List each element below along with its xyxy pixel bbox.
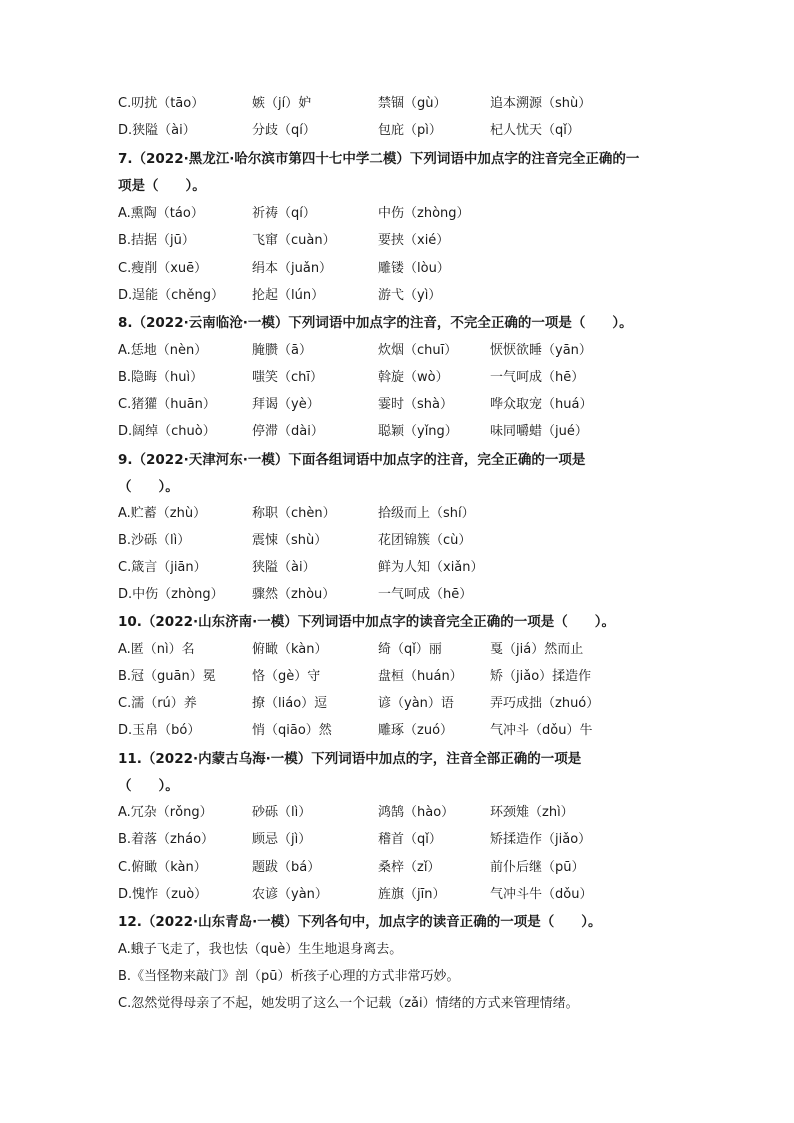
option-word: 戛（jiá）然而止 xyxy=(490,642,584,657)
option-word: A.匿（nì）名 xyxy=(118,642,195,657)
option-word: C.猪獾（huān） xyxy=(118,397,216,412)
option-word: 气冲斗（dǒu）牛 xyxy=(490,723,593,738)
option-word: 抡起（lún） xyxy=(252,288,325,303)
option-word: 拜谒（yè） xyxy=(252,397,320,412)
option-word: D.阔绰（chuò） xyxy=(118,424,216,439)
option-word: 矫（jiǎo）揉造作 xyxy=(490,669,592,684)
option-word: 悄（qiāo）然 xyxy=(252,723,332,738)
option-word: 要挟（xié） xyxy=(378,233,450,248)
question-stem: （ ）。 xyxy=(118,479,179,495)
option-word: 分歧（qí） xyxy=(252,123,316,138)
option-word: 祈祷（qí） xyxy=(252,206,316,221)
question-stem: 12.（2022·山东青岛·一模）下列各句中，加点字的读音正确的一项是（ ）。 xyxy=(118,914,602,930)
option-word: A.冗杂（rǒng） xyxy=(118,805,213,820)
option-word: 雕镂（lòu） xyxy=(378,261,450,276)
option-word: B.拮据（jū） xyxy=(118,233,195,248)
option-word: 撩（liáo）逗 xyxy=(252,696,328,711)
option-word: B.沙砾（lì） xyxy=(118,533,191,548)
option-word: A.熏陶（táo） xyxy=(118,206,204,221)
option-word: C.瘦削（xuē） xyxy=(118,261,208,276)
option-word: 称职（chèn） xyxy=(252,506,336,521)
option-word: 狭隘（ài） xyxy=(252,560,316,575)
option-word: 弄巧成拙（zhuó） xyxy=(490,696,600,711)
option-word: 味同嚼蜡（jué） xyxy=(490,424,588,439)
option-word: 旌旗（jīn） xyxy=(378,887,446,902)
option-word: 聪颖（yǐng） xyxy=(378,424,458,439)
option-word: D.愧怍（zuò） xyxy=(118,887,208,902)
option-word: B.着落（zháo） xyxy=(118,832,215,847)
option-word: 雕琢（zuó） xyxy=(378,723,454,738)
option-word: 绢本（juǎn） xyxy=(252,261,333,276)
sentence-option: B.《当怪物来敲门》剖（pū）析孩子心理的方式非常巧妙。 xyxy=(118,969,460,984)
option-word: 绮（qǐ）丽 xyxy=(378,642,442,657)
question-stem: 9.（2022·天津河东·一模）下面各组词语中加点字的注音，完全正确的一项是 xyxy=(118,452,586,468)
question-stem: 项是（ ）。 xyxy=(118,178,206,194)
option-word: 震悚（shù） xyxy=(252,533,328,548)
question-stem: 7.（2022·黑龙江·哈尔滨市第四十七中学二模）下列词语中加点字的注音完全正确的一 xyxy=(118,151,640,167)
option-word: 禁锢（gù） xyxy=(378,96,447,111)
option-word: 拾级而上（shí） xyxy=(378,506,475,521)
option-word: 炊烟（chuī） xyxy=(378,343,458,358)
sentence-option: C.忽然觉得母亲了不起，她发明了这么一个记载（zǎi）情绪的方式来管理情绪。 xyxy=(118,996,579,1011)
option-word: 嗤笑（chī） xyxy=(252,370,323,385)
option-word: 矫揉造作（jiǎo） xyxy=(490,832,592,847)
option-word: 追本溯源（shù） xyxy=(490,96,592,111)
option-word: 霎时（shà） xyxy=(378,397,453,412)
option-word: 鸿鹄（hào） xyxy=(378,805,455,820)
option-word: 一气呵成（hē） xyxy=(378,587,473,602)
option-word: D.逞能（chěng） xyxy=(118,288,225,303)
option-word: D.中伤（zhòng） xyxy=(118,587,224,602)
option-word: 腌臜（ā） xyxy=(252,343,312,358)
option-word: 骤然（zhòu） xyxy=(252,587,336,602)
option-word: 稽首（qǐ） xyxy=(378,832,442,847)
option-word: 嫉（jí）妒 xyxy=(252,96,312,111)
question-stem: 10.（2022·山东济南·一模）下列词语中加点字的读音完全正确的一项是（ ）。 xyxy=(118,614,615,630)
option-word: 砂砾（lì） xyxy=(252,805,312,820)
option-word: 花团锦簇（cù） xyxy=(378,533,472,548)
option-word: 飞窜（cuàn） xyxy=(252,233,336,248)
option-word: D.玉帛（bó） xyxy=(118,723,201,738)
option-word: 恪（gè）守 xyxy=(252,669,321,684)
option-word: A.恁地（nèn） xyxy=(118,343,208,358)
question-stem: 11.（2022·内蒙古乌海·一模）下列词语中加点的字，注音全部正确的一项是 xyxy=(118,751,582,767)
option-word: 恹恹欲睡（yān） xyxy=(490,343,592,358)
option-word: B.冠（guān）冕 xyxy=(118,669,216,684)
option-word: 鲜为人知（xiǎn） xyxy=(378,560,484,575)
option-word: 停滞（dài） xyxy=(252,424,324,439)
option-word: C.濡（rú）养 xyxy=(118,696,197,711)
question-stem: 8.（2022·云南临沧·一模）下列词语中加点字的注音，不完全正确的一项是（ ）。 xyxy=(118,315,633,331)
option-word: C.俯瞰（kàn） xyxy=(118,860,207,875)
option-word: 游弋（yì） xyxy=(378,288,442,303)
option-word: 一气呵成（hē） xyxy=(490,370,585,385)
option-word: 农谚（yàn） xyxy=(252,887,328,902)
option-word: 前仆后继（pū） xyxy=(490,860,585,875)
option-word: C.叨扰（tāo） xyxy=(118,96,205,111)
option-word: 环颈雉（zhì） xyxy=(490,805,574,820)
option-word: A.贮蓄（zhù） xyxy=(118,506,207,521)
option-word: B.隐晦（huì） xyxy=(118,370,204,385)
option-word: 杞人忧天（qǐ） xyxy=(490,123,580,138)
option-word: 谚（yàn）语 xyxy=(378,696,454,711)
sentence-option: A.蛾子飞走了，我也怯（què）生生地退身离去。 xyxy=(118,942,403,957)
option-word: 包庇（pì） xyxy=(378,123,442,138)
option-word: 气冲斗牛（dǒu） xyxy=(490,887,593,902)
option-word: 俯瞰（kàn） xyxy=(252,642,328,657)
option-word: 中伤（zhòng） xyxy=(378,206,470,221)
option-word: 斡旋（wò） xyxy=(378,370,449,385)
option-word: D.狭隘（ài） xyxy=(118,123,196,138)
option-word: 题跋（bá） xyxy=(252,860,321,875)
option-word: 盘桓（huán） xyxy=(378,669,463,684)
option-word: 桑梓（zǐ） xyxy=(378,860,441,875)
option-word: 哗众取宠（huá） xyxy=(490,397,593,412)
option-word: 顾忌（jì） xyxy=(252,832,312,847)
question-stem: （ ）。 xyxy=(118,778,179,794)
option-word: C.箴言（jiān） xyxy=(118,560,207,575)
